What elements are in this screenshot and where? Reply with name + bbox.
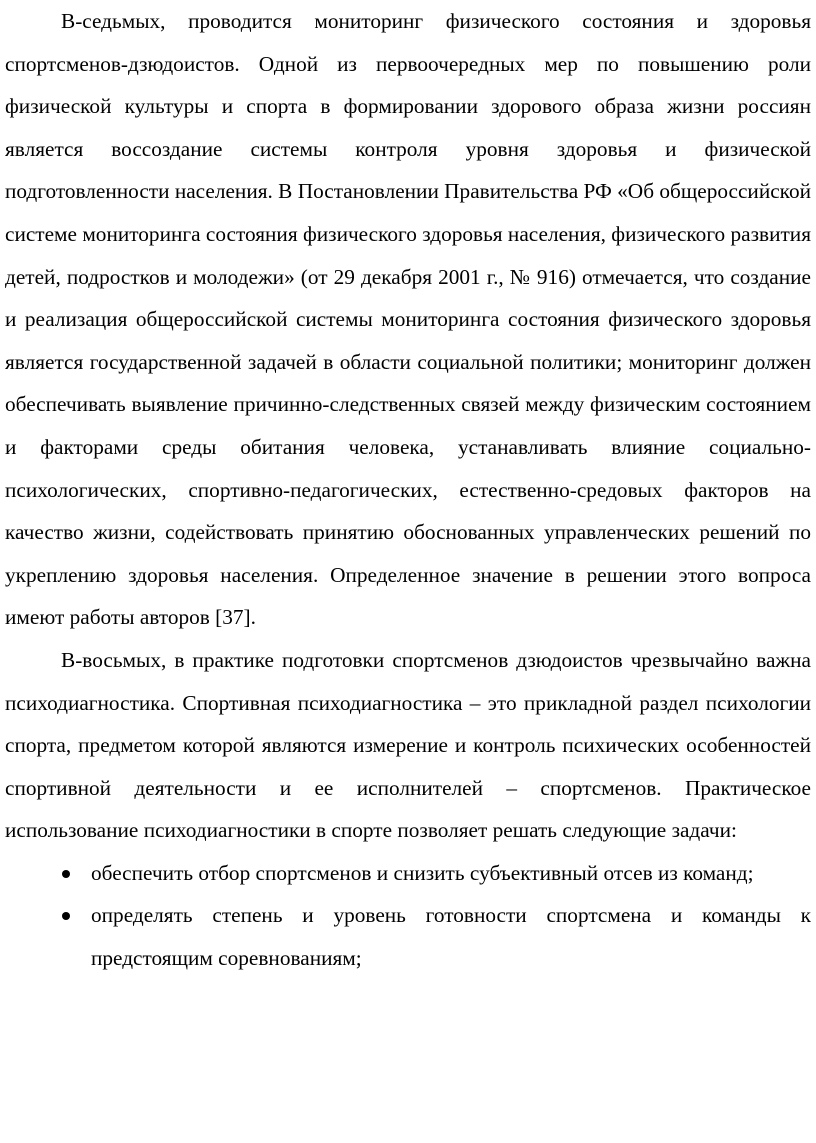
list-item (5, 894, 811, 979)
list-item-text: определять степень и уровень готовности спортсмена и команды к предстоящим соревнованиям; (91, 903, 811, 971)
task-list (5, 852, 811, 980)
list-item-text: обеспечить отбор спортсменов и снизить субъективный отсев из команд; (91, 860, 754, 885)
document-page (5, 0, 811, 980)
bullet-icon (62, 870, 70, 878)
list-item (5, 852, 811, 895)
bullet-icon (62, 912, 70, 920)
paragraph-monitoring: В-седьмых, проводится мониторинг физического состояния и здоровья спортсменов-дзюдоистов. Одной из первоочередных мер по повышению роли физической культуры и спорта в формировании здорового образа жизни россиян является воссоздание системы контроля уровня здоровья и физической подготовленности населения. В Постановлении Правительства РФ «Об общероссийской системе мониторинга состояния физического здоровья населения, физического развития детей, подростков и молодежи» (от 29 декабря 2001 г., № 916) отмечается, что создание и реализация общероссийской системы мониторинга состояния физического здоровья является государственной задачей в области социальной политики; мониторинг должен обеспечивать выявление причинно-следственных связей между физическим состоянием и факторами среды обитания человека, устанавливать влияние социально-психологических, спортивно-педагогических, естественно-средовых факторов на качество жизни, содействовать принятию обоснованных управленческих решений по укреплению здоровья населения. Определенное значение в решении этого вопроса имеют работы авторов [37]. (5, 9, 811, 630)
paragraph-psychodiagnostics: В-восьмых, в практике подготовки спортсменов дзюдоистов чрезвычайно важна психодиагностика. Спортивная психодиагностика – это прикладной раздел психологии спорта, предметом которой являются измерение и контроль психических особенностей спортивной деятельности и ее исполнителей – спортсменов. Практическое использование психодиагностики в спорте позволяет решать следующие задачи: (5, 647, 811, 843)
